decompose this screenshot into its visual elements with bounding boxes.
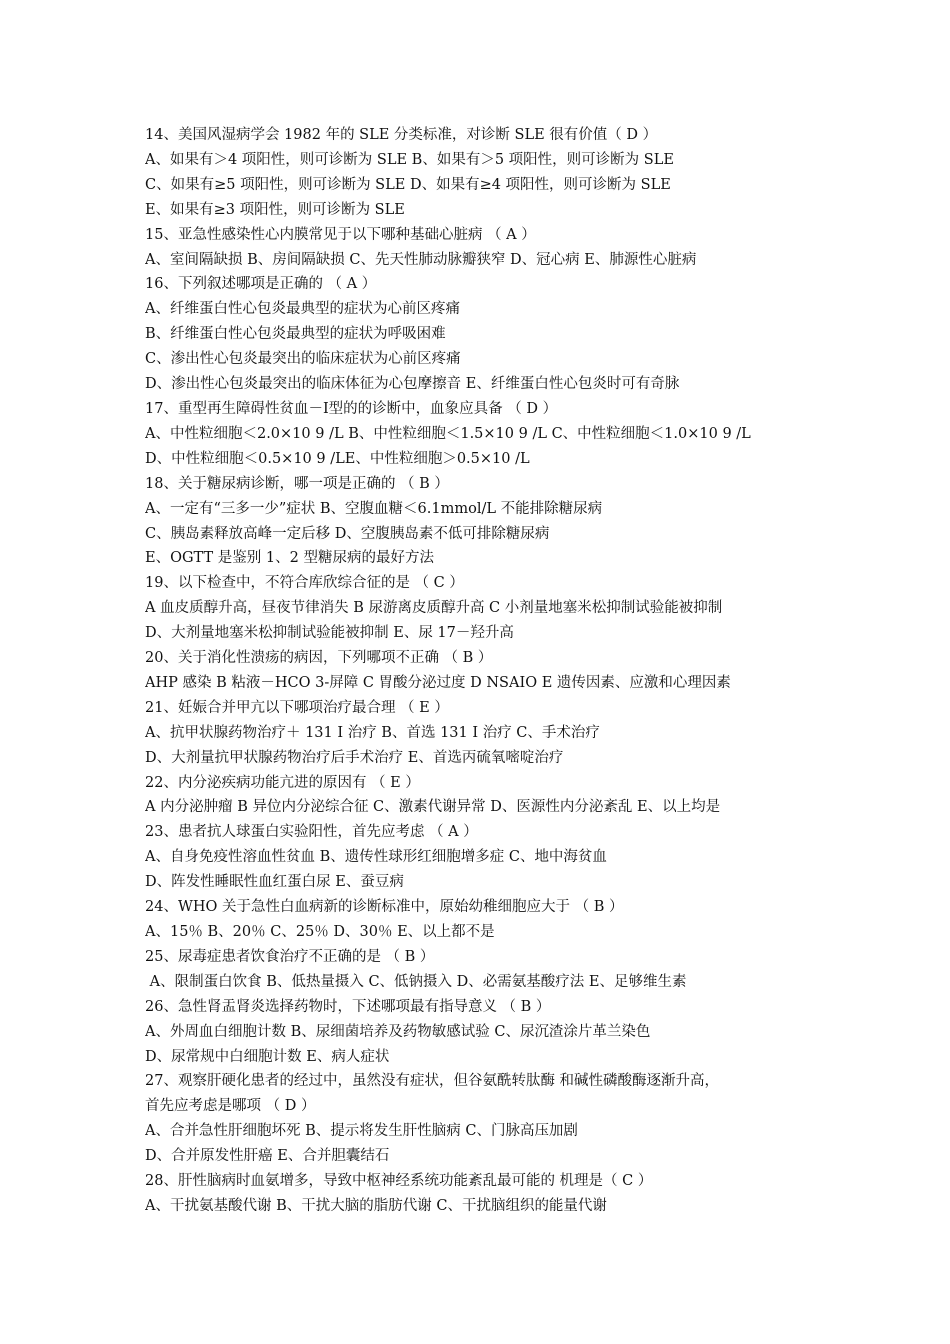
question-14-option-e: E、如果有≥3 项阳性，则可诊断为 SLE bbox=[145, 201, 405, 218]
question-14-options-cd: C、如果有≥5 项阳性，则可诊断为 SLE D、如果有≥4 项阳性，则可诊断为 SLE bbox=[145, 176, 671, 193]
question-18-options-ab: A、一定有“三多一少”症状 B、空腹血糖＜6.1mmol/L 不能排除糖尿病 bbox=[145, 500, 603, 517]
question-18-option-e: E、OGTT 是鉴别 1、2 型糖尿病的最好方法 bbox=[145, 550, 434, 567]
question-24-options: A、15％ B、20％ C、25％ D、30％ E、以上都不是 bbox=[145, 924, 495, 940]
question-14-options-ab: A、如果有＞4 项阳性，则可诊断为 SLE B、如果有＞5 项阳性，则可诊断为 SLE bbox=[145, 151, 674, 168]
question-15-stem: 15、亚急性感染性心内膜常见于以下哪种基础心脏病 （ A ） bbox=[145, 226, 536, 243]
question-17-options-abc: A、中性粒细胞＜2.0×10 9 /L B、中性粒细胞＜1.5×10 9 /L C、中性粒细胞＜1.0×10 9 /L bbox=[145, 425, 751, 442]
question-25-options: A、限制蛋白饮食 B、低热量摄入 C、低钠摄入 D、必需氨基酸疗法 E、足够维生素 bbox=[145, 973, 687, 990]
question-21-options-abc: A、抗甲状腺药物治疗＋ 131 I 治疗 B、首选 131 I 治疗 C、手术治疗 bbox=[145, 724, 600, 741]
question-28-stem: 28、肝性脑病时血氨增多，导致中枢神经系统功能紊乱最可能的 机理是（ C ） bbox=[145, 1173, 653, 1190]
question-26-stem: 26、急性肾盂肾炎选择药物时，下述哪项最有指导意义 （ B ） bbox=[145, 998, 551, 1015]
question-20-stem: 20、关于消化性溃疡的病因，下列哪项不正确 （ B ） bbox=[145, 650, 493, 667]
question-21-options-de: D、大剂量抗甲状腺药物治疗后手术治疗 E、首选丙硫氧嘧啶治疗 bbox=[145, 749, 564, 766]
question-27-options-de: D、合并原发性肝癌 E、合并胆囊结石 bbox=[145, 1148, 390, 1165]
question-14-stem: 14、美国风湿病学会 1982 年的 SLE 分类标准，对诊断 SLE 很有价值（ D ） bbox=[145, 127, 658, 143]
question-28-options-abc: A、干扰氨基酸代谢 B、干扰大脑的脂肪代谢 C、干扰脑组织的能量代谢 bbox=[145, 1197, 607, 1214]
question-17-stem: 17、重型再生障碍性贫血－Ⅰ型的的诊断中，血象应具备 （ D ） bbox=[145, 400, 558, 417]
question-23-options-de: D、阵发性睡眠性血红蛋白尿 E、蚕豆病 bbox=[145, 874, 404, 891]
question-25-stem: 25、尿毒症患者饮食治疗不正确的是 （ B ） bbox=[145, 948, 435, 965]
document-page bbox=[145, 123, 810, 1219]
question-18-stem: 18、关于糖尿病诊断，哪一项是正确的 （ B ） bbox=[145, 475, 449, 492]
question-17-options-de: D、中性粒细胞＜0.5×10 9 /LE、中性粒细胞＞0.5×10 /L bbox=[145, 450, 530, 467]
question-16-stem: 16、下列叙述哪项是正确的 （ A ） bbox=[145, 276, 377, 293]
question-22-stem: 22、内分泌疾病功能亢进的原因有 （ E ） bbox=[145, 774, 420, 791]
question-27-stem: 27、观察肝硬化患者的经过中，虽然没有症状，但谷氨酰转肽酶 和碱性磷酸酶逐渐升高， bbox=[145, 1073, 720, 1090]
question-23-stem: 23、患者抗人球蛋白实验阳性，首先应考虑 （ A ） bbox=[145, 824, 478, 841]
question-24-stem: 24、WHO 关于急性白血病新的诊断标准中，原始幼稚细胞应大于 （ B ） bbox=[145, 899, 624, 916]
question-27-options-abc: A、合并急性肝细胞坏死 B、提示将发生肝性脑病 C、门脉高压加剧 bbox=[145, 1123, 578, 1140]
question-26-options-abc: A、外周血白细胞计数 B、尿细菌培养及药物敏感试验 C、尿沉渣涂片革兰染色 bbox=[145, 1023, 651, 1040]
question-16-option-a: A、纤维蛋白性心包炎最典型的症状为心前区疼痛 bbox=[145, 301, 460, 318]
question-26-options-de: D、尿常规中白细胞计数 E、病人症状 bbox=[145, 1048, 390, 1065]
question-18-options-cd: C、胰岛素释放高峰一定后移 D、空腹胰岛素不低可排除糖尿病 bbox=[145, 525, 550, 542]
question-23-options-abc: A、自身免疫性溶血性贫血 B、遗传性球形红细胞增多症 C、地中海贫血 bbox=[145, 849, 607, 866]
question-16-option-b: B、纤维蛋白性心包炎最典型的症状为呼吸困难 bbox=[145, 326, 446, 343]
question-16-option-c: C、渗出性心包炎最突出的临床症状为心前区疼痛 bbox=[145, 351, 461, 368]
question-19-stem: 19、以下检查中，不符合库欣综合征的是 （ C ） bbox=[145, 575, 464, 592]
question-22-options: A 内分泌肿瘤 B 异位内分泌综合征 C、激素代谢异常 D、医源性内分泌紊乱 E、以上均是 bbox=[145, 799, 721, 816]
question-15-options: A、室间隔缺损 B、房间隔缺损 C、先天性肺动脉瓣狭窄 D、冠心病 E、肺源性心脏病 bbox=[145, 251, 697, 268]
question-19-options-abc: A 血皮质醇升高，昼夜节律消失 B 尿游离皮质醇升高 C 小剂量地塞米松抑制试验能被抑制 bbox=[145, 600, 723, 617]
question-16-options-de: D、渗出性心包炎最突出的临床体征为心包摩擦音 E、纤维蛋白性心包炎时可有奇脉 bbox=[145, 376, 680, 393]
question-21-stem: 21、妊娠合并甲亢以下哪项治疗最合理 （ E ） bbox=[145, 699, 449, 716]
question-20-options: AHP 感染 B 粘液－HCO 3-屏障 C 胃酸分泌过度 D NSAIO E 遗传因素、应激和心理因素 bbox=[145, 674, 731, 691]
question-27-stem-continued: 首先应考虑是哪项 （ D ） bbox=[145, 1098, 316, 1115]
question-19-options-de: D、大剂量地塞米松抑制试验能被抑制 E、尿 17－羟升高 bbox=[145, 625, 514, 642]
